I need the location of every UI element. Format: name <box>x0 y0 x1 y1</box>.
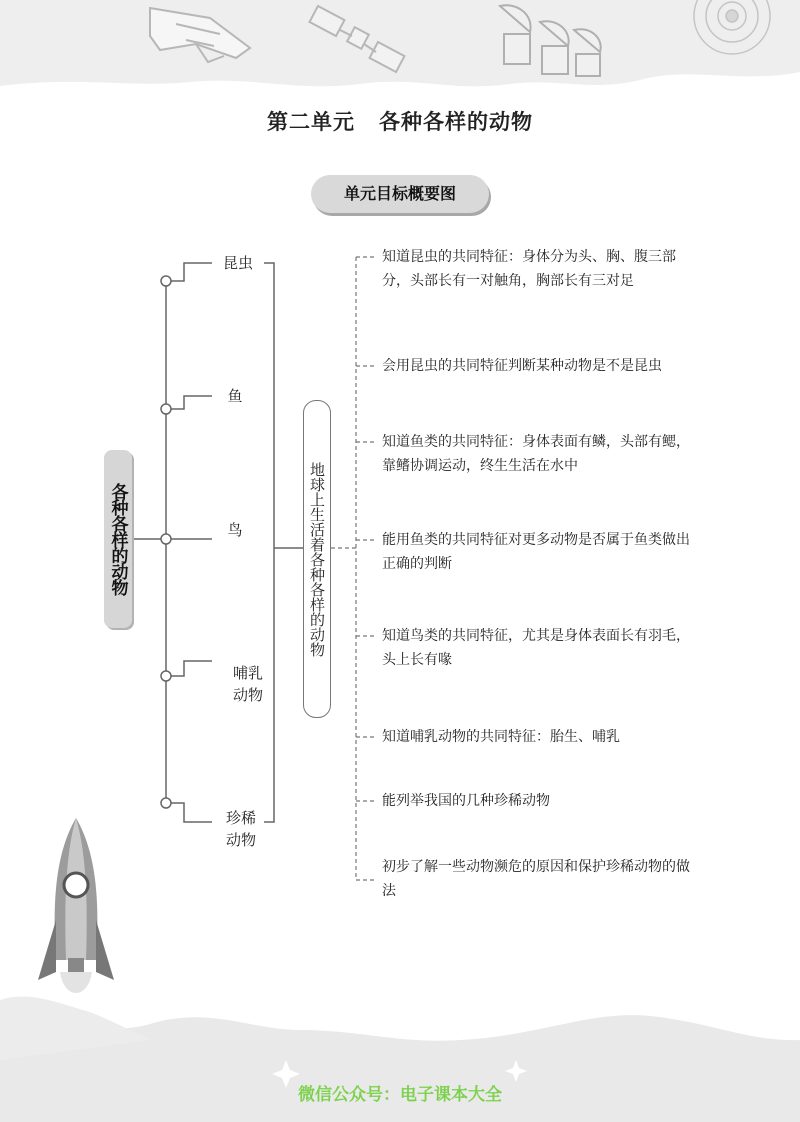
category-label: 昆虫 <box>222 254 253 272</box>
category-label: 鸟 <box>227 521 243 539</box>
category-label: 鱼 <box>227 387 243 405</box>
root-node: 各种各样的动物 <box>104 450 132 628</box>
category-mammal <box>220 662 276 706</box>
goal-item: 知道哺乳动物的共同特征：胎生、哺乳 <box>382 729 620 745</box>
page-title <box>0 106 800 136</box>
category-rare-animal <box>214 807 268 851</box>
category-label: 动物 <box>225 831 256 849</box>
node-dot <box>161 404 171 414</box>
center-concept: 地球上生活着各种各样的动物 <box>303 400 331 718</box>
section-badge: 单元目标概要图 <box>311 175 489 213</box>
goal-item: 知道昆虫的共同特征：身体分为头、胸、腹三部分，头部长有一对触角，胸部长有三对足 <box>382 249 676 289</box>
node-dot <box>161 534 171 544</box>
category-fish <box>212 385 258 407</box>
goal-item: 知道鸟类的共同特征，尤其是身体表面长有羽毛，头上长有喙 <box>382 628 690 668</box>
goal-item: 初步了解一些动物濒危的原因和保护珍稀动物的做法 <box>382 859 690 899</box>
node-dot <box>161 276 171 286</box>
goal-item: 知道鱼类的共同特征：身体表面有鳞，头部有鳃，靠鳍协调运动，终生生活在水中 <box>382 434 690 474</box>
node-dot <box>161 671 171 681</box>
category-label: 动物 <box>232 686 263 704</box>
category-label: 珍稀 <box>225 809 256 827</box>
category-bird <box>212 519 258 541</box>
goal-item: 会用昆虫的共同特征判断某种动物是不是昆虫 <box>382 358 662 374</box>
goal-item: 能列举我国的几种珍稀动物 <box>382 793 550 809</box>
unit-number: 第二单元 <box>267 109 355 134</box>
footer-watermark: 微信公众号：电子课本大全 <box>298 1085 502 1105</box>
category-insect <box>212 252 264 274</box>
node-dot <box>161 798 171 808</box>
category-label: 哺乳 <box>232 664 263 682</box>
goal-item: 能用鱼类的共同特征对更多动物是否属于鱼类做出正确的判断 <box>382 532 690 572</box>
unit-title: 各种各样的动物 <box>379 109 533 134</box>
